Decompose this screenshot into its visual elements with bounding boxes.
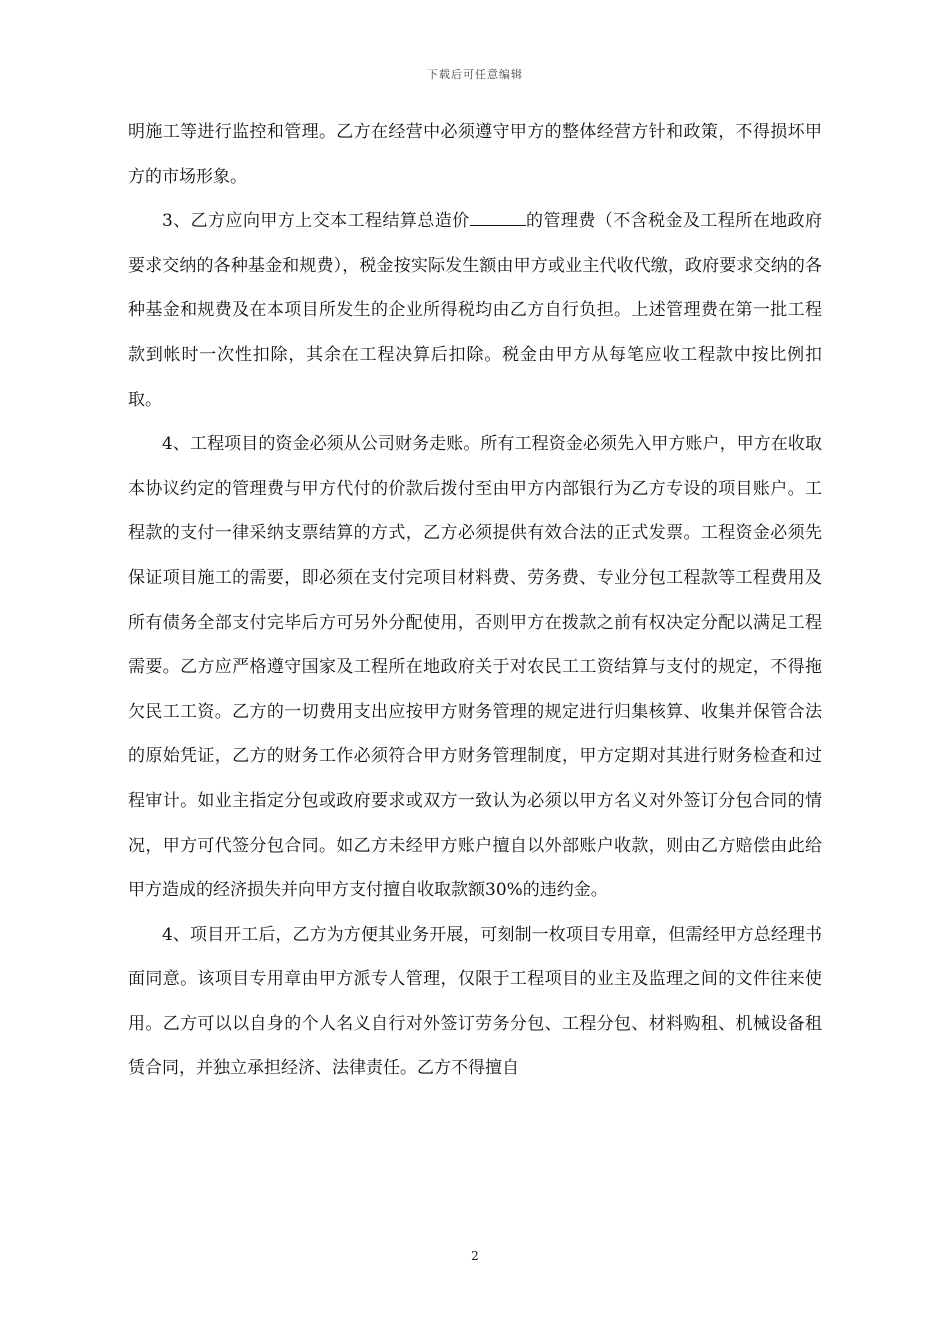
paragraph-text: 3、乙方应向甲方上交本工程结算总造价 <box>162 211 470 232</box>
page-header: 下载后可任意编辑 <box>427 68 523 81</box>
document-body <box>128 110 822 1091</box>
page-number: 2 <box>471 1249 479 1263</box>
paragraph-project-seal: 4、项目开工后，乙方为方便其业务开展，可刻制一枚项目专用章，但需经甲方总经理书面同意。该项目专用章由甲方派专人管理，仅限于工程项目的业主及监理之间的文件往来使用。乙方可以以自身的个人名义自行对外签订劳务分包、工程分包、材料购租、机械设备租赁合同，并独立承担经济、法律责任。乙方不得擅自 <box>128 924 822 1079</box>
paragraph-continuation: 明施工等进行监控和管理。乙方在经营中必须遵守甲方的整体经营方针和政策，不得损坏甲方的市场形象。 <box>128 122 822 187</box>
paragraph-management-fee <box>128 199 822 422</box>
fill-in-blank <box>470 211 526 226</box>
paragraph-project-funds: 4、工程项目的资金必须从公司财务走账。所有工程资金必须先入甲方账户，甲方在收取本协议约定的管理费与甲方代付的价款后拨付至由甲方内部银行为乙方专设的项目账户。工程款的支付一律采纳支票结算的方式，乙方必须提供有效合法的正式发票。工程资金必须先保证项目施工的需要，即必须在支付完项目材料费、劳务费、专业分包工程款等工程费用及所有债务全部支付完毕后方可另外分配使用，否则甲方在拨款之前有权决定分配以满足工程需要。乙方应严格遵守国家及工程所在地政府关于对农民工工资结算与支付的规定，不得拖欠民工工资。乙方的一切费用支出应按甲方财务管理的规定进行归集核算、收集并保管合法的原始凭证，乙方的财务工作必须符合甲方财务管理制度，甲方定期对其进行财务检查和过程审计。如业主指定分包或政府要求或双方一致认为必须以甲方名义对外签订分包合同的情况，甲方可代签分包合同。如乙方未经甲方账户擅自以外部账户收款，则由乙方赔偿由此给甲方造成的经济损失并向甲方支付擅自收取款额30%的违约金。 <box>128 434 822 901</box>
paragraph-text: 的管理费（不含税金及工程所在地政府要求交纳的各种基金和规费），税金按实际发生额由甲方或业主代收代缴，政府要求交纳的各种基金和规费及在本项目所发生的企业所得税均由乙方自行负担。上述管理费在第一批工程款到帐时一次性扣除，其余在工程决算后扣除。税金由甲方从每笔应收工程款中按比例扣取。 <box>128 211 822 410</box>
